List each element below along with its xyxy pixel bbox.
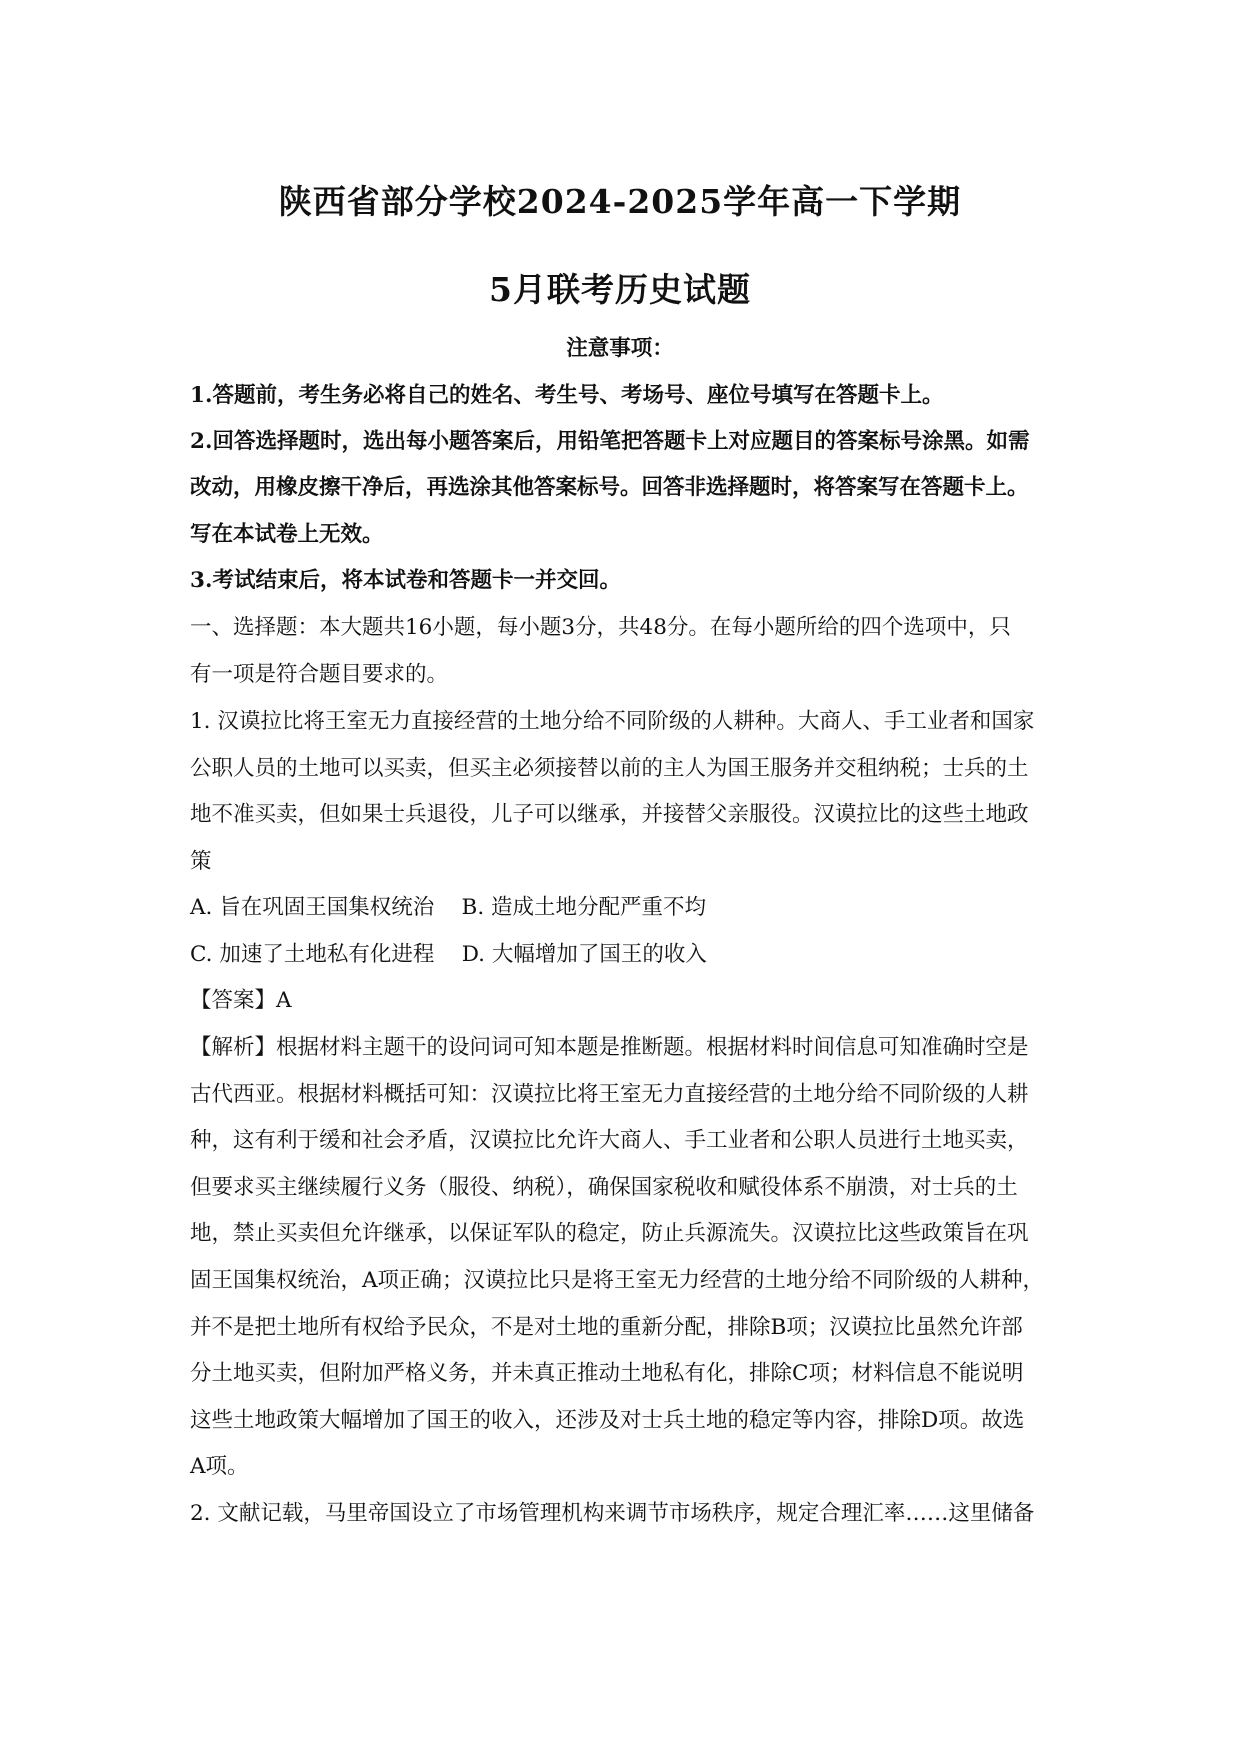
analysis-line: 种，这有利于缓和社会矛盾，汉谟拉比允许大商人、手工业者和公职人员进行土地买卖， <box>190 1128 1029 1153</box>
notice-line: 写在本试卷上无效。 <box>190 522 384 547</box>
answer-label: 【答案】A <box>190 988 292 1013</box>
analysis-line: 地，禁止买卖但允许继承，以保证军队的稳定，防止兵源流失。汉谟拉比这些政策旨在巩 <box>190 1221 1029 1246</box>
section-instructions: 有一项是符合题目要求的。 <box>190 662 449 687</box>
page-title: 陕西省部分学校2024-2025学年高一下学期 <box>278 182 962 221</box>
analysis-line: 但要求买主继续履行义务（服役、纳税），确保国家税收和赋役体系不崩溃，对士兵的土 <box>190 1175 1018 1200</box>
question-stem: 策 <box>190 849 212 874</box>
notice-line: 3.考试结束后，将本试卷和答题卡一并交回。 <box>190 568 621 593</box>
question-options: C. 加速了土地私有化进程 D. 大幅增加了国王的收入 <box>190 942 707 967</box>
analysis-line: 并不是把土地所有权给予民众，不是对土地的重新分配，排除B项；汉谟拉比虽然允许部 <box>190 1315 1023 1340</box>
question-stem: 2. 文献记载，马里帝国设立了市场管理机构来调节市场秩序，规定合理汇率……这里储备 <box>190 1501 1035 1526</box>
analysis-line: 分土地买卖，但附加严格义务，并未真正推动土地私有化，排除C项；材料信息不能说明 <box>190 1361 1024 1386</box>
analysis-line: 古代西亚。根据材料概括可知：汉谟拉比将王室无力直接经营的土地分给不同阶级的人耕 <box>190 1082 1029 1107</box>
notice-line: 2.回答选择题时，选出每小题答案后，用铅笔把答题卡上对应题目的答案标号涂黑。如需 <box>190 429 1030 454</box>
analysis-line: A项。 <box>190 1454 249 1479</box>
question-stem: 地不准买卖，但如果士兵退役，儿子可以继承，并接替父亲服役。汉谟拉比的这些土地政 <box>190 802 1029 827</box>
question-options: A. 旨在巩固王国集权统治 B. 造成土地分配严重不均 <box>190 895 707 920</box>
section-instructions: 一、选择题：本大题共16小题，每小题3分，共48分。在每小题所给的四个选项中，只 <box>190 615 1011 640</box>
question-stem: 1. 汉谟拉比将王室无力直接经营的土地分给不同阶级的人耕种。大商人、手工业者和国家 <box>190 709 1035 734</box>
notice-line: 1.答题前，考生务必将自己的姓名、考生号、考场号、座位号填写在答题卡上。 <box>190 383 944 408</box>
analysis-line: 【解析】根据材料主题干的设问词可知本题是推断题。根据材料时间信息可知准确时空是 <box>190 1035 1029 1060</box>
notice-line: 改动，用橡皮擦干净后，再选涂其他答案标号。回答非选择题时，将答案写在答题卡上。 <box>190 475 1029 500</box>
analysis-line: 固王国集权统治，A项正确；汉谟拉比只是将王室无力经营的土地分给不同阶级的人耕种， <box>190 1268 1045 1293</box>
question-stem: 公职人员的土地可以买卖，但买主必须接替以前的主人为国王服务并交租纳税；士兵的土 <box>190 756 1029 781</box>
notice-heading: 注意事项： <box>566 336 674 361</box>
analysis-line: 这些土地政策大幅增加了国王的收入，还涉及对士兵土地的稳定等内容，排除D项。故选 <box>190 1408 1025 1433</box>
page-subtitle: 5月联考历史试题 <box>489 270 751 309</box>
